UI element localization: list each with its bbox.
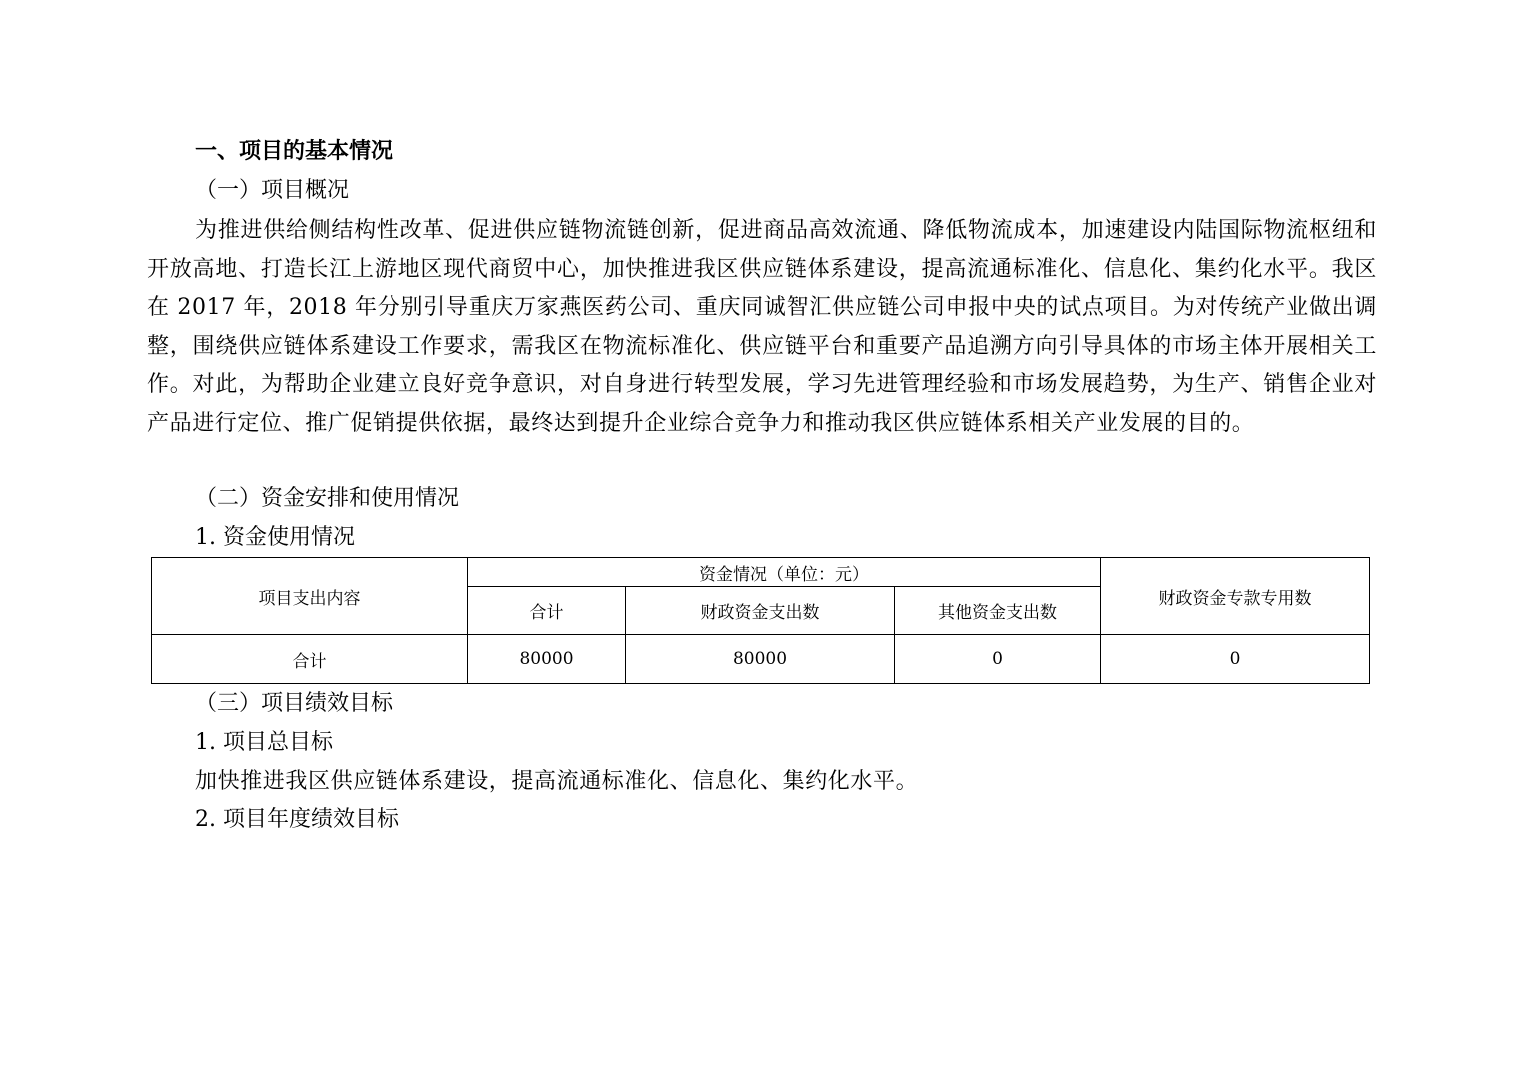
header-item: 项目支出内容 bbox=[152, 558, 468, 635]
subsection-title-funds: （二）资金安排和使用情况 bbox=[195, 486, 460, 511]
cell-fiscal: 80000 bbox=[626, 635, 895, 684]
cell-other: 0 bbox=[895, 635, 1101, 684]
header-funds-group: 资金情况（单位：元） bbox=[468, 558, 1101, 587]
subsection-title-overview: （一）项目概况 bbox=[195, 178, 350, 203]
section-heading: 一、项目的基本情况 bbox=[195, 139, 394, 164]
subsection-title-goals: （三）项目绩效目标 bbox=[195, 691, 394, 716]
funds-usage-title: 1. 资金使用情况 bbox=[195, 525, 355, 550]
overall-goal-title: 1. 项目总目标 bbox=[195, 730, 333, 755]
cell-special: 0 bbox=[1101, 635, 1370, 684]
funds-table bbox=[151, 557, 1370, 684]
table-row bbox=[152, 635, 1370, 684]
annual-goal-title: 2. 项目年度绩效目标 bbox=[195, 807, 399, 832]
overall-goal-text: 加快推进我区供应链体系建设，提高流通标准化、信息化、集约化水平。 bbox=[195, 769, 919, 794]
cell-total: 80000 bbox=[468, 635, 626, 684]
header-special-funds: 财政资金专款专用数 bbox=[1101, 558, 1370, 635]
cell-item: 合计 bbox=[152, 635, 468, 684]
header-other: 其他资金支出数 bbox=[895, 587, 1101, 635]
header-fiscal: 财政资金支出数 bbox=[626, 587, 895, 635]
header-total: 合计 bbox=[468, 587, 626, 635]
table-header-row bbox=[152, 558, 1370, 587]
overview-paragraph: 为推进供给侧结构性改革、促进供应链物流链创新，促进商品高效流通、降低物流成本，加速建设内陆国际物流枢纽和开放高地、打造长江上游地区现代商贸中心，加快推进我区供应链体系建设，提高流通标准化、信息化、集约化水平。我区在 2017 年，2018 年分别引导重庆万家燕医药公司、重庆同诚智汇供应链公司申报中央的试点项目。为对传统产业做出调整，围绕供应链体系建设工作要求，需我区在物流标准化、供应链平台和重要产品追溯方向引导具体的市场主体开展相关工作。对此，为帮助企业建立良好竞争意识，对自身进行转型发展，学习先进管理经验和市场发展趋势，为生产、销售企业对产品进行定位、推广促销提供依据，最终达到提升企业综合竞争力和推动我区供应链体系相关产业发展的目的。 bbox=[147, 218, 1377, 436]
